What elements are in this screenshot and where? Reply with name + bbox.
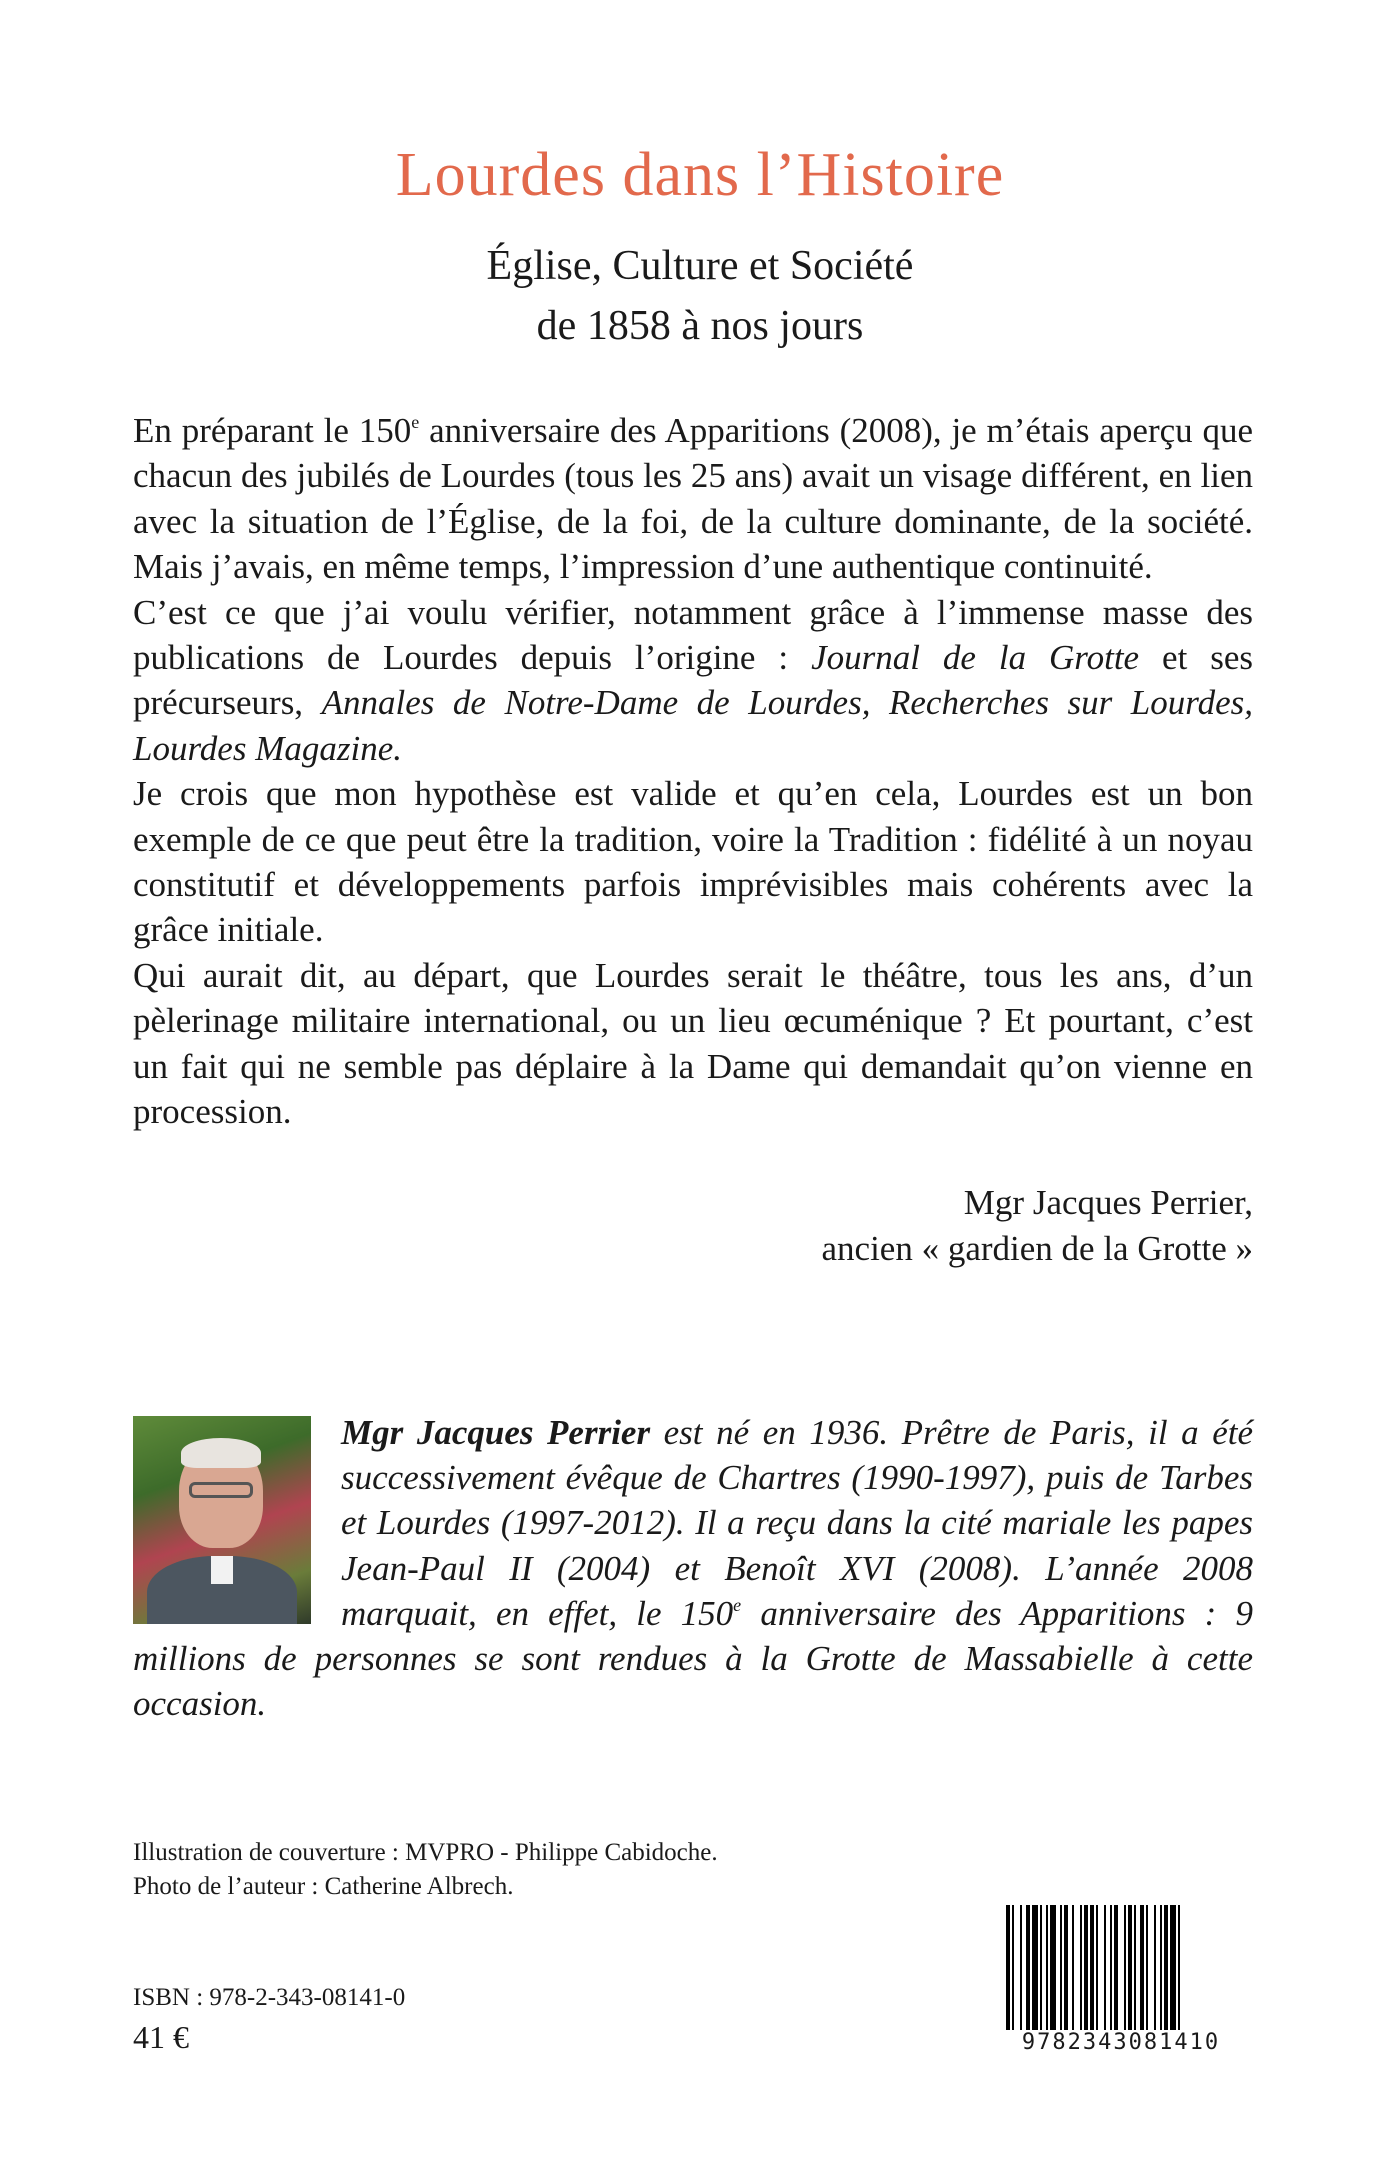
barcode-bar [1124, 1905, 1126, 2030]
barcode-bar [1064, 1905, 1068, 2030]
barcode-bar [1096, 1905, 1098, 2030]
barcode-bar [1040, 1905, 1042, 2030]
barcode-bar [1060, 1905, 1062, 2030]
barcode-bar [1104, 1905, 1106, 2030]
cover-credit: Illustration de couverture : MVPRO - Philippe Cabidoche. [133, 1839, 718, 1866]
credits [133, 1836, 718, 1904]
photo-credit: Photo de l’auteur : Catherine Albrech. [133, 1873, 514, 1900]
author-name: Mgr Jacques Perrier [341, 1413, 651, 1452]
paragraph-1: En préparant le 150e anniversaire des Apparitions (2008), je m’étais aperçu que chacun des jubilés de Lourdes (tous les 25 ans) avait un visage différent, en lien avec la situation de l’Église, de la foi, de la culture dominante, de la société. Mais j’avais, en même temps, l’impression d’une authentique continuité. [133, 411, 1253, 587]
barcode-bar [1006, 1905, 1010, 2030]
barcode-bar [1178, 1905, 1180, 2030]
barcode-bar [1012, 1905, 1014, 2030]
paragraph-3: Je crois que mon hypothèse est valide et qu’en cela, Lourdes est un bon exemple de ce que peut être la tradition, voire la Tradition : fidélité à un noyau constitutif et développements parfois imprévisibles mais cohérents avec la grâce initiale. [133, 774, 1253, 950]
barcode-bar [1164, 1905, 1168, 2030]
signature [822, 1180, 1253, 1272]
barcode-bar [1072, 1905, 1074, 2030]
book-subtitle [0, 236, 1400, 356]
barcode-bar [1020, 1905, 1022, 2030]
barcode-bar [1154, 1905, 1156, 2030]
price: 41 € [133, 2019, 189, 2055]
barcode-bar [1090, 1905, 1094, 2030]
barcode-bar [1032, 1905, 1038, 2030]
barcode-bar [1170, 1905, 1176, 2030]
signature-name: Mgr Jacques Perrier, [963, 1183, 1253, 1222]
subtitle-line-2: de 1858 à nos jours [536, 303, 864, 349]
barcode-bar [1050, 1905, 1056, 2030]
barcode-bar [1026, 1905, 1030, 2030]
barcode-bar [1128, 1905, 1132, 2030]
barcode-number: 9782343081410 [1002, 2030, 1240, 2055]
barcode-bar [1046, 1905, 1048, 2030]
book-title: Lourdes dans l’Histoire [395, 141, 1005, 209]
barcode-bar [1146, 1905, 1148, 2030]
barcode-bar [1160, 1905, 1162, 2030]
signature-role: ancien « gardien de la Grotte » [821, 1229, 1253, 1268]
barcode-bar [1080, 1905, 1082, 2030]
author-photo [133, 1416, 311, 1624]
barcode-bar [1140, 1905, 1144, 2030]
barcode-bar [1134, 1905, 1136, 2030]
barcode-bar [1110, 1905, 1112, 2030]
paragraph-2: C’est ce que j’ai voulu vérifier, notamment grâce à l’immense masse des publications de Lourdes depuis l’origine : Journal de la Grotte et ses précurseurs, Annales de Notre-Dame de Lourdes, Recherches sur Lourdes, Lourdes Magazine. [133, 592, 1254, 768]
isbn: ISBN : 978-2-343-08141-0 [133, 1984, 406, 2011]
paragraph-4: Qui aurait dit, au départ, que Lourdes serait le théâtre, tous les ans, d’un pèlerinage militaire international, ou un lieu œcuménique ? Et pourtant, c’est un fait qui ne semble pas déplaire à la Dame qui demandait qu’on vienne en procession. [133, 955, 1253, 1132]
barcode-bar [1084, 1905, 1088, 2030]
author-bio: Mgr Jacques Perrier est né en 1936. Prêtre de Paris, il a été successivement évêque de Chartres (1990-1997), puis de Tarbes et Lourdes (1997-2012). Il a reçu dans la cité mariale les papes Jean-Paul II (2004) et Benoît XVI (2008). L’année 2008 marquait, en effet, le 150e anniversaire des Apparitions : 9 millions de personnes se sont rendues à la Grotte de Massabielle à cette occasion. [133, 1413, 1253, 1724]
subtitle-line-1: Église, Culture et Société [486, 243, 914, 289]
back-cover-text [133, 408, 1253, 1135]
barcode-bar [1114, 1905, 1118, 2030]
